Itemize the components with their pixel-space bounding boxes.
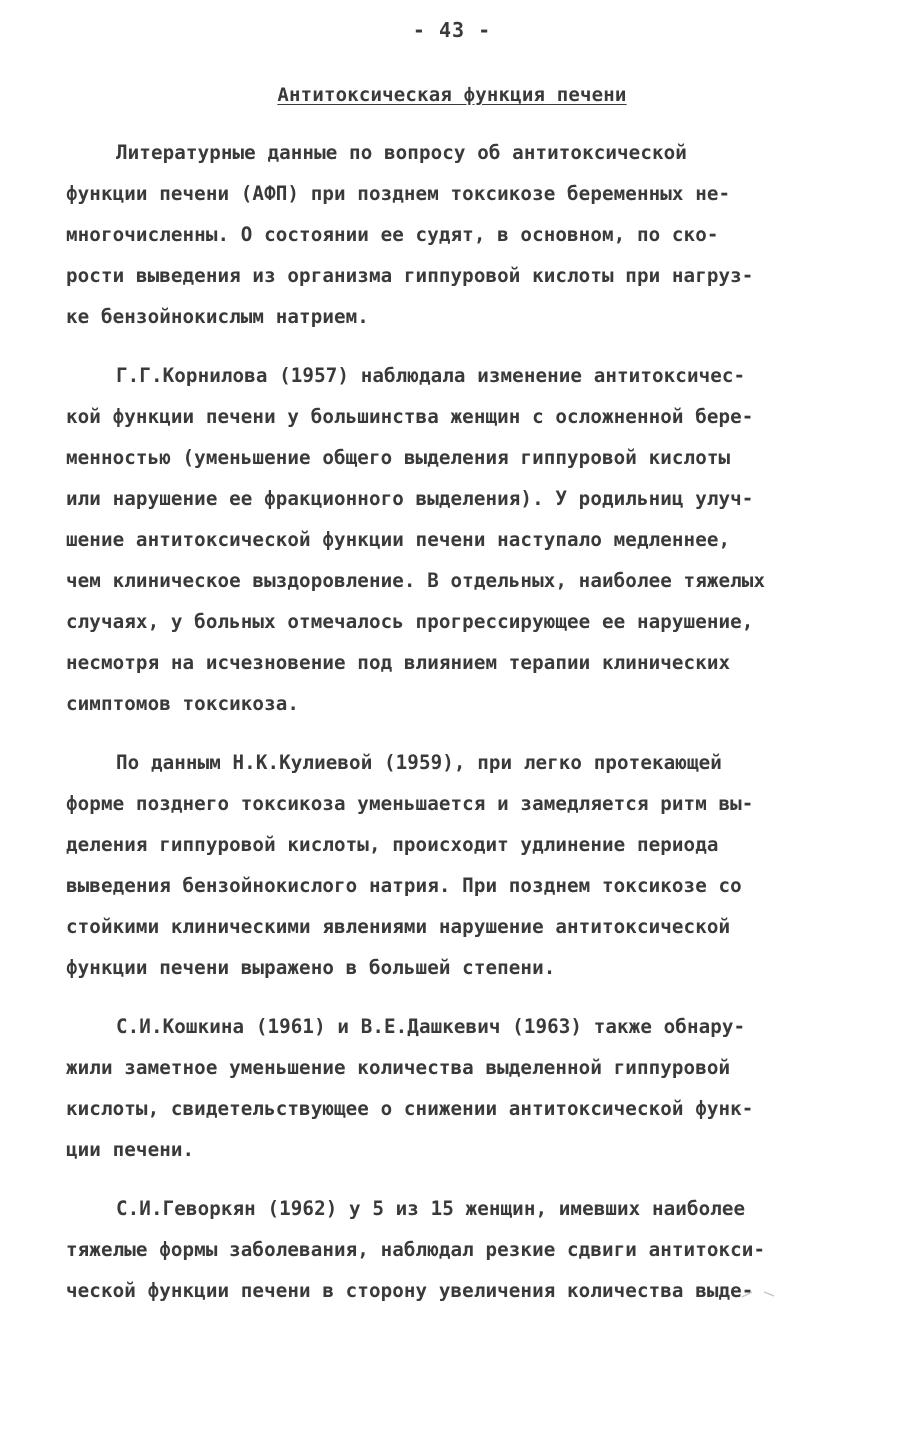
paragraph-2	[66, 355, 856, 724]
text-line: ке бензойнокислым натрием.	[66, 305, 369, 328]
text-line: форме позднего токсикоза уменьшается и замедляется ритм вы-	[66, 792, 754, 815]
text-line: рости выведения из организма гиппуровой кислоты при нагруз-	[66, 264, 754, 287]
paragraph-3	[66, 742, 856, 988]
text-line: функции печени (АФП) при позднем токсикозе беременных не-	[66, 182, 731, 205]
text-line: менностью (уменьшение общего выделения гиппуровой кислоты	[66, 446, 731, 469]
paragraph-5	[66, 1188, 856, 1311]
text-line: кой функции печени у большинства женщин с осложненной бере-	[66, 405, 754, 428]
text-line: По данным Н.К.Кулиевой (1959), при легко протекающей	[116, 751, 722, 774]
paragraph-4	[66, 1006, 856, 1170]
text-line: ческой функции печени в сторону увеличения количества выде-	[66, 1279, 754, 1302]
text-line: выведения бензойнокислого натрия. При позднем токсикозе со	[66, 874, 742, 897]
section-heading: Антитоксическая функция печени	[277, 84, 627, 106]
text-line: деления гиппуровой кислоты, происходит удлинение периода	[66, 833, 719, 856]
text-line: Г.Г.Корнилова (1957) наблюдала изменение антитоксичес-	[116, 364, 746, 387]
text-line: С.И.Геворкян (1962) у 5 из 15 женщин, имевших наиболее	[116, 1197, 746, 1220]
text-line: или нарушение ее фракционного выделения). У родильниц улуч-	[66, 487, 754, 510]
page-number: - 43 -	[412, 18, 492, 42]
text-line: стойкими клиническими явлениями нарушение антитоксической	[66, 915, 731, 938]
text-line: С.И.Кошкина (1961) и В.Е.Дашкевич (1963) также обнару-	[116, 1015, 746, 1038]
text-line: тяжелые формы заболевания, наблюдал резкие сдвиги антитокси-	[66, 1238, 766, 1261]
text-line: Литературные данные по вопросу об антитоксической	[116, 141, 687, 164]
text-line: многочисленны. О состоянии ее судят, в основном, по ско-	[66, 223, 719, 246]
text-line: функции печени выражено в большей степени.	[66, 956, 556, 979]
text-line: чем клиническое выздоровление. В отдельных, наиболее тяжелых	[66, 569, 766, 592]
paragraph-1	[66, 132, 856, 337]
text-line: случаях, у больных отмечалось прогрессирующее ее нарушение,	[66, 610, 754, 633]
body-text	[66, 132, 856, 1329]
text-line: симптомов токсикоза.	[66, 692, 300, 715]
scan-mark	[740, 1288, 780, 1300]
text-line: шение антитоксической функции печени наступало медленнее,	[66, 528, 731, 551]
text-line: ции печени.	[66, 1138, 195, 1161]
text-line: жили заметное уменьшение количества выделенной гиппуровой	[66, 1056, 731, 1079]
text-line: несмотря на исчезновение под влиянием терапии клинических	[66, 651, 731, 674]
text-line: кислоты, свидетельствующее о снижении антитоксической функ-	[66, 1097, 754, 1120]
